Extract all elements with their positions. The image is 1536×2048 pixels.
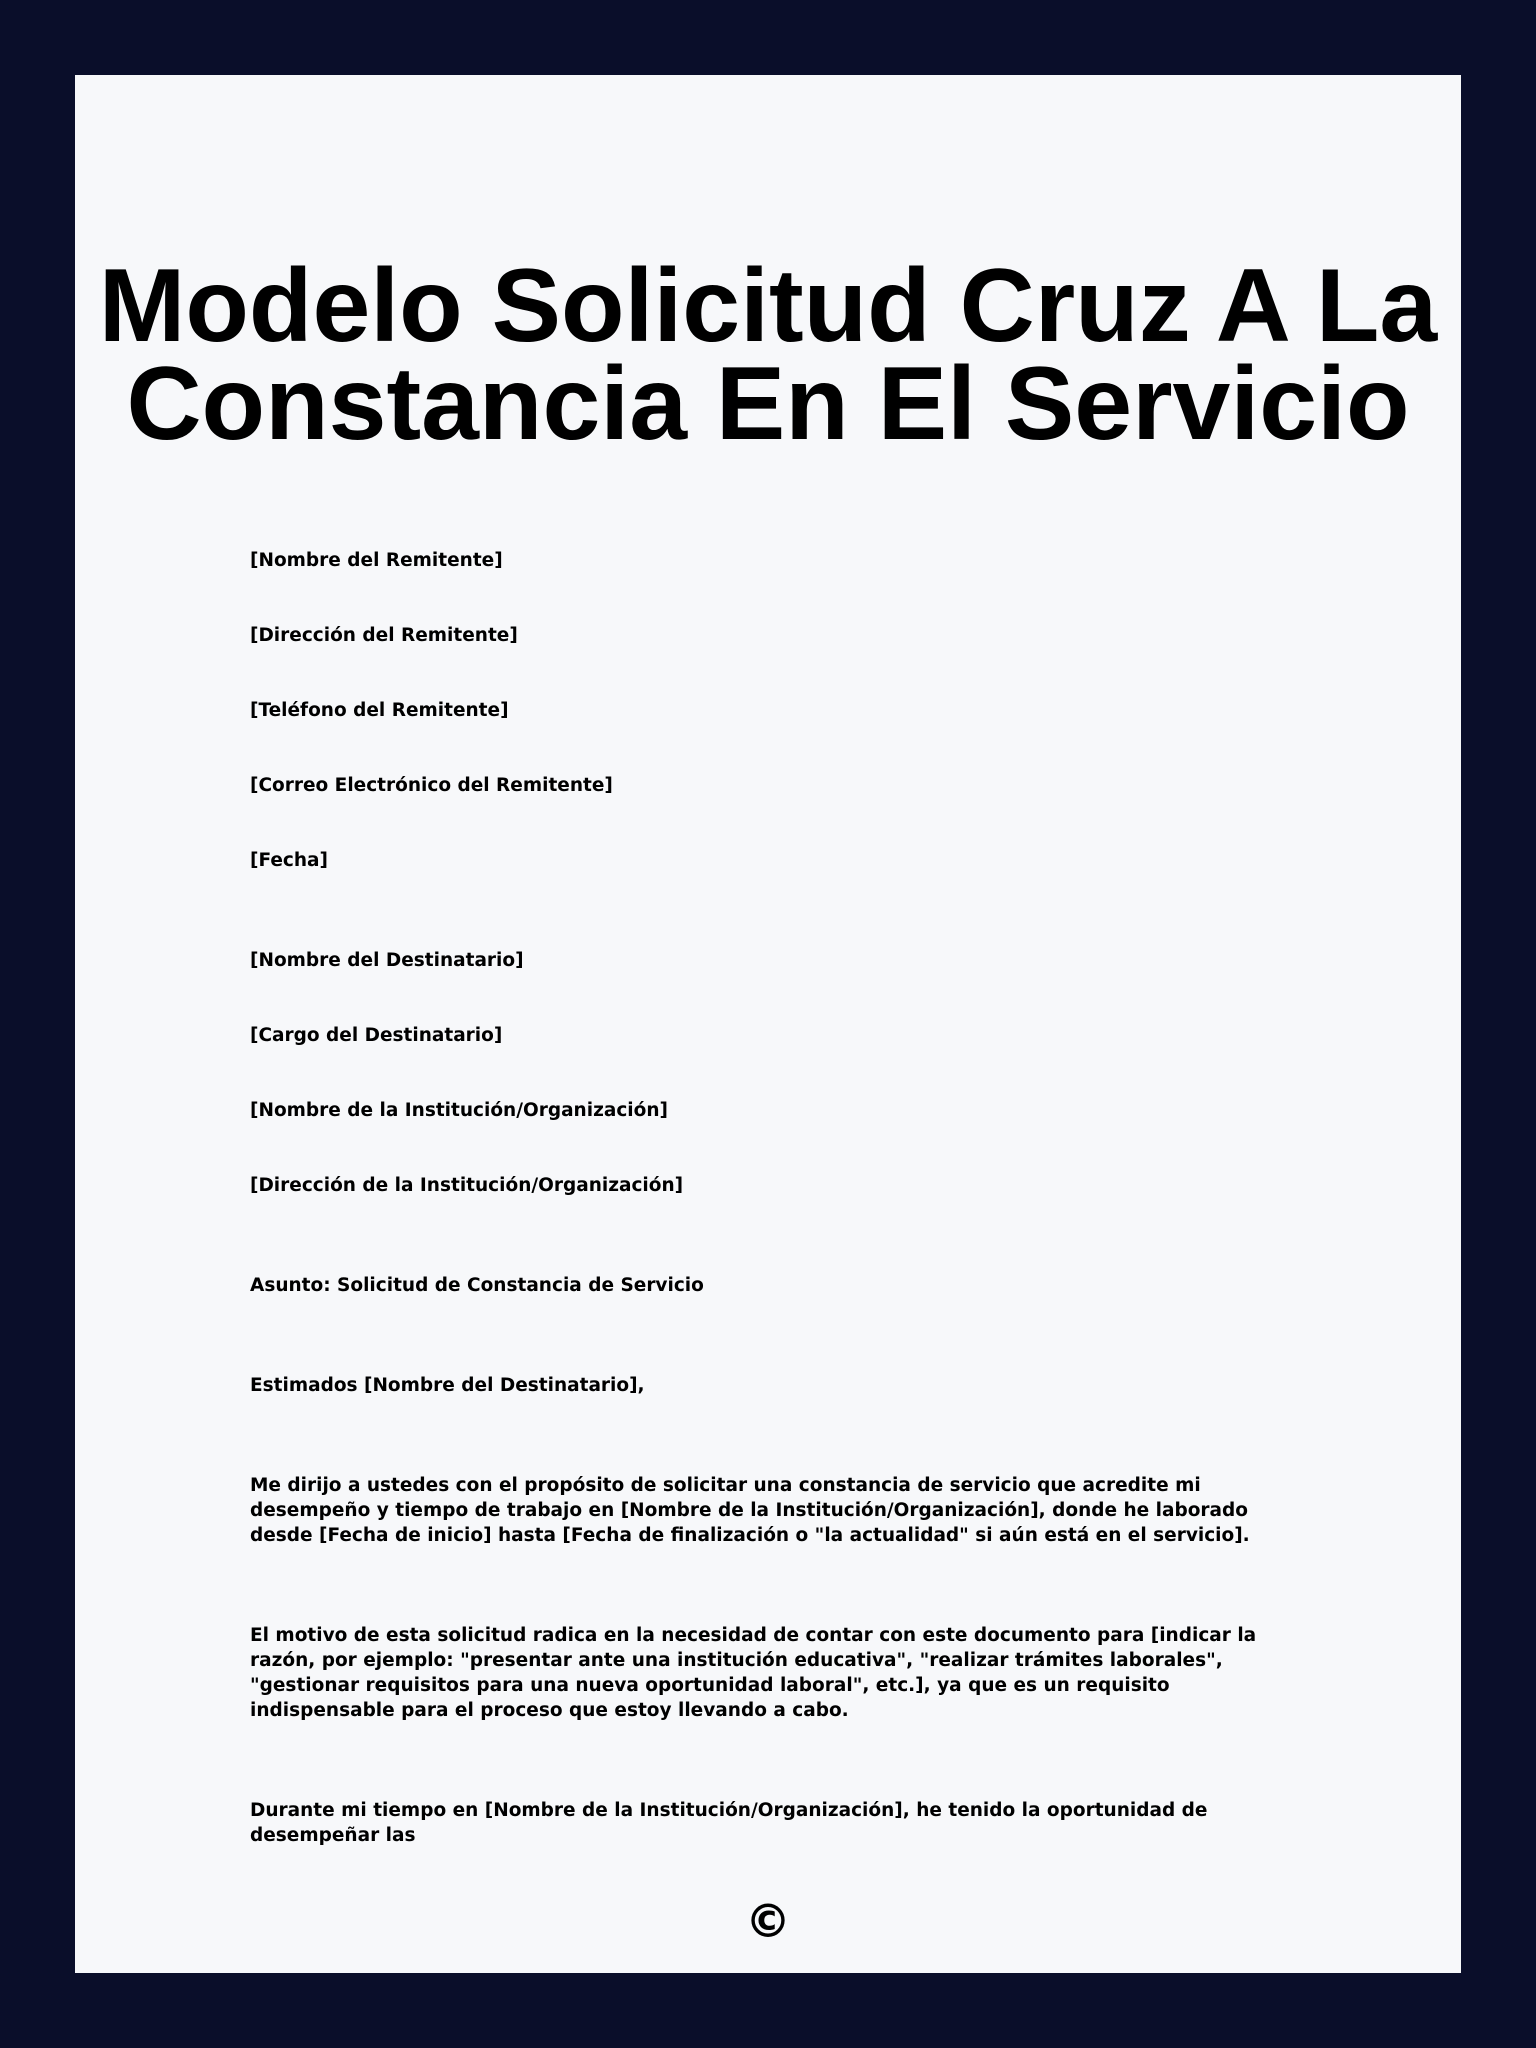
letter-date: [Fecha] — [250, 850, 328, 871]
letter-body — [250, 75, 1360, 1973]
recipient-name: [Nombre del Destinatario] — [250, 950, 524, 971]
copyright-icon: © — [745, 1894, 791, 1948]
letter-greeting: Estimados [Nombre del Destinatario], — [250, 1375, 645, 1396]
recipient-address: [Dirección de la Institución/Organización] — [250, 1175, 684, 1196]
document-page — [75, 75, 1461, 1973]
letter-paragraph-3: Durante mi tiempo en [Nombre de la Institución/Organización], he tenido la oportunidad de desempeñar las — [250, 1800, 1208, 1846]
sender-phone: [Teléfono del Remitente] — [250, 700, 509, 721]
sender-email: [Correo Electrónico del Remitente] — [250, 775, 613, 796]
document-title: Modelo Solicitud Cruz A La Constancia En El Servicio — [98, 248, 1438, 462]
letter-subject: Asunto: Solicitud de Constancia de Servicio — [250, 1275, 704, 1296]
recipient-position: [Cargo del Destinatario] — [250, 1025, 503, 1046]
sender-address: [Dirección del Remitente] — [250, 625, 518, 646]
sender-name: [Nombre del Remitente] — [250, 550, 503, 571]
letter-paragraph-1: Me dirijo a ustedes con el propósito de solicitar una constancia de servicio que acredite mi desempeño y tiempo de trabajo en [Nombre de la Institución/Organización], donde he laborado desde [Fecha de inicio] hasta [Fecha de finalización o "la actualidad" si aún está en el servicio]. — [250, 1475, 1250, 1546]
letter-paragraph-2: El motivo de esta solicitud radica en la necesidad de contar con este documento para [indicar la razón, por ejemplo: "presentar ante una institución educativa", "realizar trámites laborales", "gestionar requisitos para una nueva oportunidad laboral", etc.], ya que es un requisito indispensable para el proceso que estoy llevando a cabo. — [250, 1625, 1257, 1721]
recipient-institution: [Nombre de la Institución/Organización] — [250, 1100, 668, 1121]
